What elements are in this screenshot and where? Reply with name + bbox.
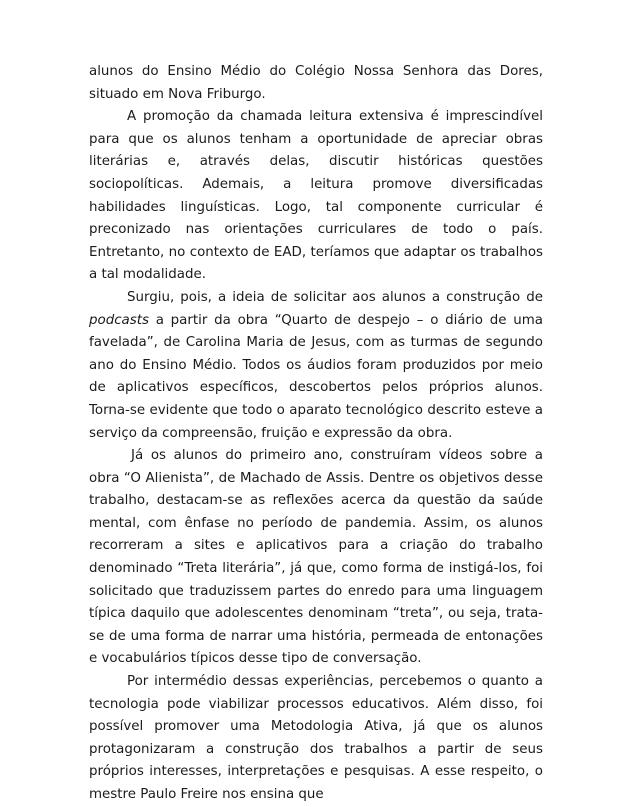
paragraph-extensive-reading: A promoção da chamada leitura extensiva é imprescindível para que os alunos tenham a oportunidade de apreciar obras literárias e, através delas, discutir históricas questões sociopolíticas. Ademais, a leitura promove diversificadas habilidades linguísticas. Logo, tal componente curricular é preconizado nas orientações curriculares de todo o país. Entretanto, no contexto de EAD, teríamos que adaptar os trabalhos a tal modalidade. (89, 109, 543, 283)
podcasts-text-before: Surgiu, pois, a ideia de solicitar aos alunos a construção de (127, 289, 543, 305)
paragraph-podcasts (89, 287, 543, 445)
paragraph-alienista-videos: Já os alunos do primeiro ano, construíram vídeos sobre a obra “O Alienista”, de Machado de Assis. Dentre os objetivos desse trabalho, destacam-se as reflexões acerca da questão da saúde mental, com ênfase no período de pandemia. Assim, os alunos recorreram a sites e aplicativos para a criação do trabalho denominado “Treta literária”, já que, como forma de instigá-los, foi solicitado que traduzissem partes do enredo para uma linguagem típica daquilo que adolescentes denominam “treta”, ou seja, trata-se de uma forma de narrar uma história, permeada de entonações e vocabulários típicos desse tipo de conversação. (89, 448, 543, 667)
podcasts-text-after: a partir da obra “Quarto de despejo – o diário de uma favelada”, de Carolina Maria de Jesus, com as turmas de segundo ano do Ensino Médio. Todos os áudios foram produzidos por meio de aplicativos específicos, descobertos pelos próprios alunos. Torna-se evidente que todo o aparato tecnológico descrito esteve a serviço da compreensão, fruição e expressão da obra. (89, 312, 543, 441)
document-page (89, 61, 543, 807)
paragraph-active-methodology: Por intermédio dessas experiências, percebemos o quanto a tecnologia pode viabilizar processos educativos. Além disso, foi possível promover uma Metodologia Ativa, já que os alunos protagonizaram a construção dos trabalhos a partir de seus próprios interesses, interpretações e pesquisas. A esse respeito, o mestre Paulo Freire nos ensina que (89, 674, 543, 802)
podcasts-italic-term: podcasts (89, 312, 149, 328)
paragraph-continuation: alunos do Ensino Médio do Colégio Nossa Senhora das Dores, situado em Nova Friburgo. (89, 64, 543, 102)
